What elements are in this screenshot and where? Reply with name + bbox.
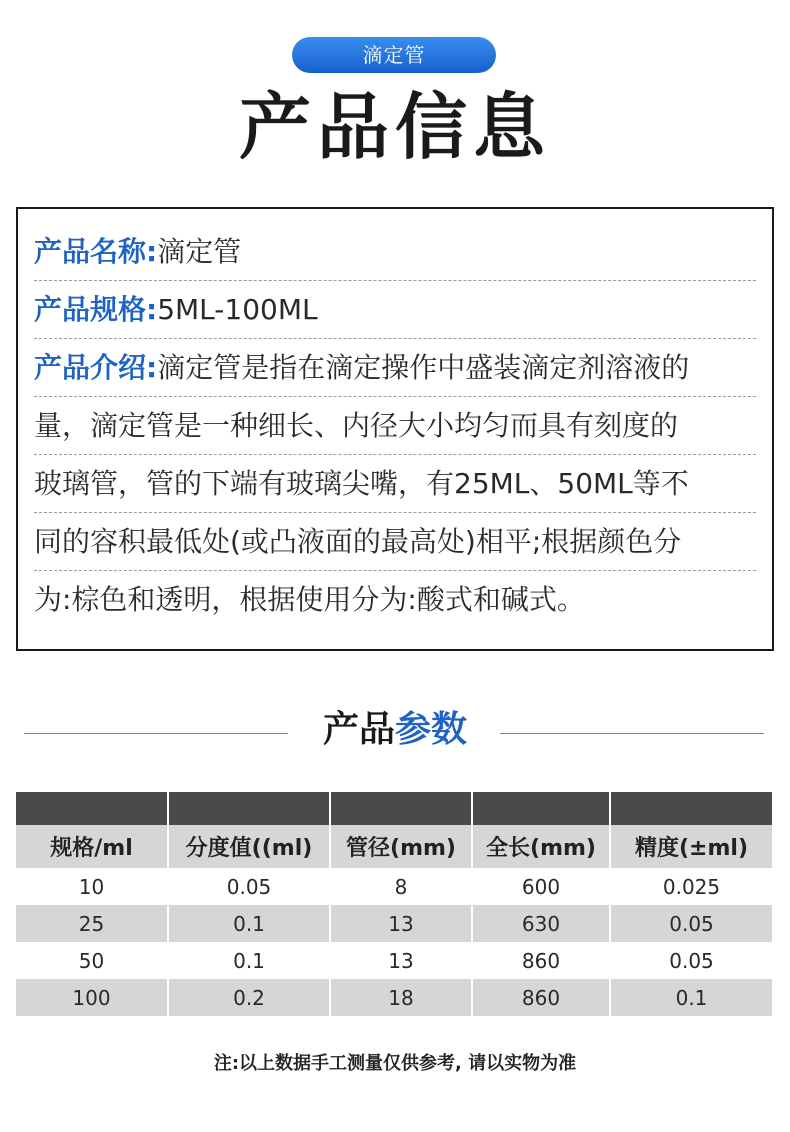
info-row-intro: [34, 339, 756, 397]
table-cell: 0.1: [610, 979, 772, 1016]
col-header-division: 分度值((ml): [168, 825, 330, 868]
table-cell: 0.025: [662, 874, 721, 899]
intro-line-3: 玻璃管，管的下端有玻璃尖嘴，有25ML、50ML等不: [34, 455, 756, 513]
info-label-name: 产品名称:: [34, 235, 158, 268]
table-header-row: [16, 825, 772, 868]
info-row-spec: [34, 281, 756, 339]
product-info-box: [16, 207, 774, 651]
table-cell: 0.2: [168, 979, 330, 1016]
table-row: [16, 942, 772, 979]
info-label-spec: 产品规格:: [34, 293, 158, 326]
intro-line-4: 同的容积最低处(或凸液面的最高处)相平;根据颜色分: [34, 513, 756, 571]
info-label-intro: 产品介绍:: [34, 351, 158, 384]
info-value-name: 滴定管: [157, 235, 242, 268]
section-divider-right: [500, 733, 764, 734]
disclaimer-note: 注:以上数据手工测量仅供参考, 请以实物为准: [213, 1053, 577, 1074]
table-cell: 860: [472, 979, 610, 1016]
info-value-intro: 滴定管是指在滴定操作中盛装滴定剂溶液的: [157, 351, 690, 384]
table-cell: 0.1: [168, 942, 330, 979]
info-row-name: [34, 223, 756, 281]
table-cell: 100: [16, 979, 168, 1016]
table-cell: 13: [330, 942, 472, 979]
params-section-title: [290, 705, 500, 755]
table-cell: 18: [330, 979, 472, 1016]
table-cell: 0.05: [610, 905, 772, 942]
col-header-diameter: 管径(mm): [330, 825, 472, 868]
table-cell: 0.05: [168, 868, 330, 905]
table-row: [16, 979, 772, 1016]
params-title-blue: 参数: [395, 709, 468, 750]
table-cell: 8: [330, 868, 472, 905]
product-tag-pill: 滴定管: [292, 37, 496, 73]
page-title: 产品信息: [238, 85, 551, 169]
table-cell: 13: [330, 905, 472, 942]
info-value-spec: 5ML-100ML: [157, 293, 318, 326]
intro-line-5: 为:棕色和透明，根据使用分为:酸式和碱式。: [34, 583, 585, 616]
table-cell: 25: [16, 905, 168, 942]
table-row: [16, 868, 772, 905]
table-cell: 50: [16, 942, 168, 979]
table-cell: 10: [16, 868, 168, 905]
table-header-bar: [16, 792, 772, 825]
col-header-precision: 精度(±ml): [610, 825, 772, 868]
params-title-black: 产品: [322, 709, 395, 750]
params-table: [16, 792, 772, 1016]
table-cell: 630: [472, 905, 610, 942]
section-divider-left: [24, 733, 288, 734]
col-header-length: 全长(mm): [472, 825, 610, 868]
table-cell: 860: [472, 942, 610, 979]
table-cell: 600: [472, 868, 610, 905]
table-cell: 0.05: [669, 948, 714, 973]
table-cell: 0.1: [168, 905, 330, 942]
table-row: [16, 905, 772, 942]
col-header-spec: 规格/ml: [16, 825, 168, 868]
intro-line-2: 量，滴定管是一种细长、内径大小均匀而具有刻度的: [34, 397, 756, 455]
